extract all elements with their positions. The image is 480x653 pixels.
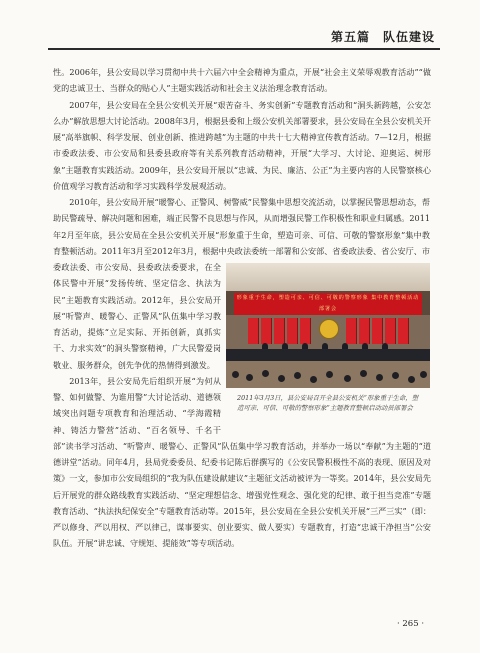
paragraph: 2013年，县公安局先后组织开展“为何从警、如何做警、为谁用警”大讨论活动、道德领域突出问题专项教育和治理活动、“学海霞精神、铸活力警营”活动、“百名领导、千名干部”读书学习活动、“听警声、暖警心、正警风”队伍集中学习教育活动，并举办一场以“奉献”为主题的“道德讲堂”活动。同年4月，县局党委委员、纪委书记陈后群撰写的《公安民警积极性不高的表现、原因及对策》一文，参加市公安局组织的“我为队伍建设献建议”主题征文活动被评为一等奖。2014年，县公安局先后开展党的群众路线教育实践活动、“坚定理想信念、增强党性观念、强化党的纪律、敢于担当竞准”专题教育活动、“执法执纪保安全”专题教育活动等。2015年，县公安局在全县公安机关开展“三严三实”（即：严以修身、严以用权、严以律己，谋事要实、创业要实、做人要实）专题教育，打造“忠诚干净担当”公安队伍。开展“讲忠诚、守规矩、提能效”等专项活动。: [53, 375, 431, 549]
paragraph: 性。2006年，县公安局以学习贯彻中共十六届六中全会精神为重点，开展“社会主义荣辱观教育活动”“做党的忠诚卫士、当群众的贴心人”主题实践活动和社会主义法治理念教育活动。: [53, 67, 431, 94]
photo-banner: 形象重于生命，塑造可亲、可信、可敬的警察形象 集中教育整顿活动部署会: [234, 293, 422, 317]
paragraph: 2007年，县公安局在全县公安机关开展“艰苦奋斗、务实创新”专题教育活动和“洞头新跨越，公安怎么办”解放思想大讨论活动。2008年3月，根据县委和上级公安机关部署要求，县公安局在全县公安机关开展“高举旗帜、科学发展、创业创新、推进跨越”为主题的中共十七大精神宣传教育活动。7—12月，根据市委政法委、市公安局和县委县政府等有关系列教育活动精神，开展“大学习、大讨论、迎奥运、树形象”主题教育实践活动。2009年，县公安局开展以“忠诚、为民、廉洁、公正”为主要内容的人民警察核心价值观学习教育活动和学习实践科学发展观活动。: [53, 99, 431, 191]
page-header: [0, 0, 480, 48]
body-text: [53, 64, 431, 552]
paragraph: 2010年，县公安局开展“暖警心、正警风、树警威”民警集中思想交流活动，以掌握民警思想动态，帮助民警疏导、解决问题和困难，端正民警不良思想与作风，从而增强民警工作积极性和职业归属感。2011年2月至年底，县公安局在全县公安机关开展“形象重于生命，塑造可亲、可信、可敬的警察形象”集中教育整顿活动。2011年3月至2012年3月，根据中央政法委统一部署和公安部、省委政法委、省公安厅、市委政法委、市公安局、县委政法委要求，在全体民警中开展“发扬传统、坚定信念、执法为民”主题教育实践活动。2012年，县公安局开展“听警声、暖警心、正警风”队伍集中学习教育活动，提炼“立足实际、开拓创新，真抓实干、力求实效”的洞头警察精神，广大民警爱岗敬业、服务群众，创先争优的热情得到激发。: [53, 194, 431, 373]
photo-caption: 2011年3月3日，县公安局召开全县公安机关“形象重于生命，塑造可亲、可信、可敬的警察形象”主题教育整顿启动动员部署会: [237, 394, 419, 412]
photo-wrap-offset: [430, 194, 431, 263]
header-rule: [48, 48, 440, 50]
section-title: 第五篇 队伍建设: [330, 30, 435, 44]
page-number: · 265 ·: [397, 619, 425, 629]
photo-wrap-spacer: [221, 263, 431, 434]
